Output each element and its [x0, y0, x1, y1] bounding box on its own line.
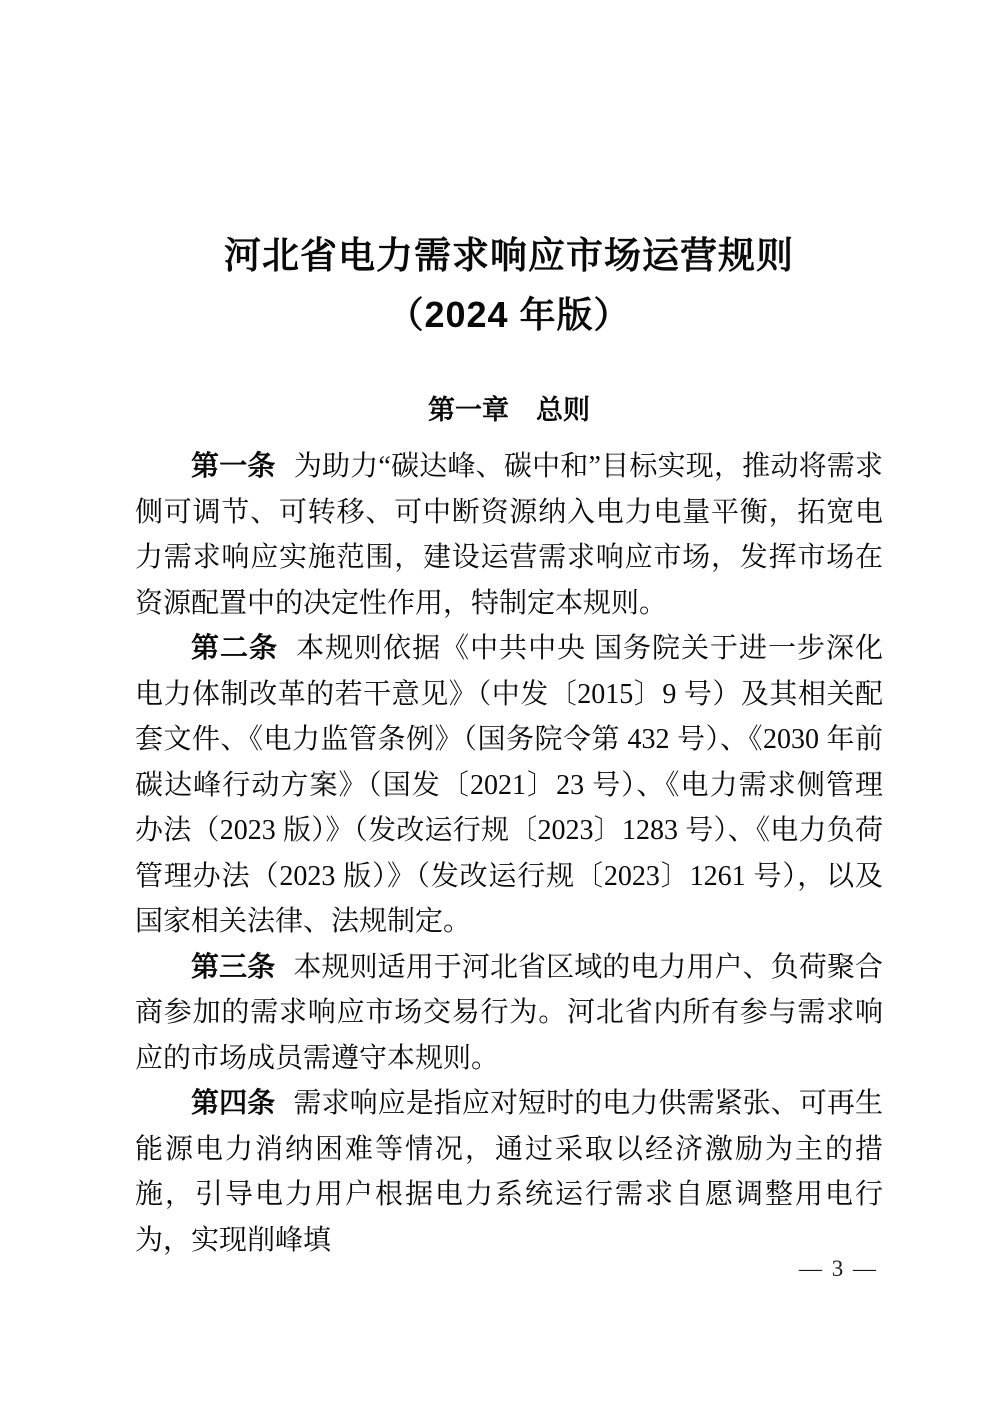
chapter-heading: 第一章 总则	[428, 395, 590, 425]
article-3	[135, 945, 883, 1082]
article-1	[135, 444, 883, 626]
article-4-text: 需求响应是指应对短时的电力供需紧张、可再生能源电力消纳困难等情况，通过采取以经济激励为主的措施，引导电力用户根据电力系统运行需求自愿调整用电行为，实现削峰填	[135, 1088, 883, 1256]
article-4	[135, 1081, 883, 1263]
article-body	[135, 444, 883, 1263]
article-4-label: 第四条	[191, 1088, 276, 1119]
document-subtitle: （2024 年版）	[387, 294, 631, 335]
article-3-label: 第三条	[191, 951, 276, 983]
article-2-text: 本规则依据《中共中央 国务院关于进一步深化电力体制改革的若干意见》（中发〔2015〕9 号）及其相关配套文件、《电力监管条例》（国务院令第 432 号）、《2030 年前碳达峰行动方案》（国发〔2021〕23 号）、《电力需求侧管理办法（2023 版）》（发改运行规〔2023〕1283 号）、《电力负荷管理办法（2023 版）》（发改运行规〔2023〕1261 号），以及国家相关法律、法规制定。	[135, 633, 883, 937]
article-1-label: 第一条	[191, 451, 276, 482]
document-title: 河北省电力需求响应市场运营规则	[224, 235, 794, 276]
article-2	[135, 626, 883, 945]
article-3-text: 本规则适用于河北省区域的电力用户、负荷聚合商参加的需求响应市场交易行为。河北省内所有参与需求响应的市场成员需遵守本规则。	[135, 951, 883, 1074]
article-1-text: 为助力“碳达峰、碳中和”目标实现，推动将需求侧可调节、可转移、可中断资源纳入电力电量平衡，拓宽电力需求响应实施范围，建设运营需求响应市场，发挥市场在资源配置中的决定性作用，特制定本规则。	[135, 451, 883, 619]
article-2-label: 第二条	[191, 633, 278, 664]
page-number: — 3 —	[799, 1256, 878, 1281]
document-content	[135, 0, 883, 1263]
